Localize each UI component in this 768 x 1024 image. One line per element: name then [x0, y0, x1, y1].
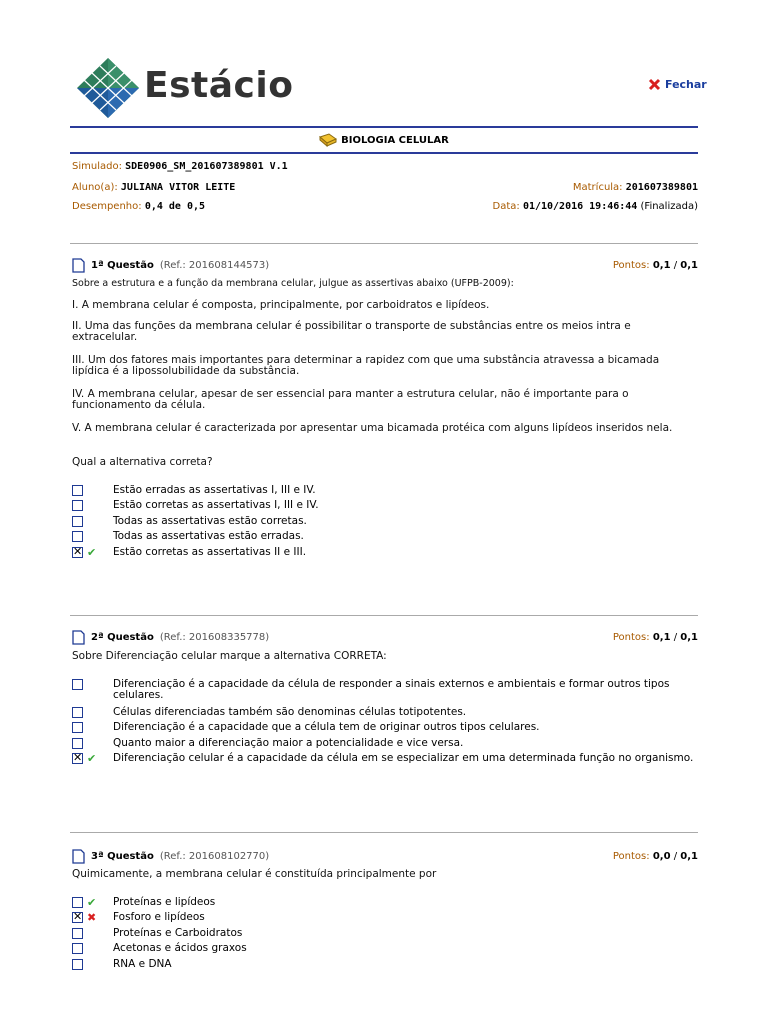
data-label: Data: [492, 201, 520, 212]
course-title: BIOLOGIA CELULAR [341, 134, 449, 146]
option-checkbox-checked[interactable] [72, 547, 83, 558]
question-text: III. Um dos fatores mais importantes para determinar a rapidez com que uma substância atravessa a bicamada lipídica é a lipossolubilidade da substância. [72, 354, 660, 377]
matricula-value: 201607389801 [625, 182, 698, 193]
option-checkbox[interactable] [72, 959, 83, 970]
option-text: Proteínas e lipídeos [113, 896, 216, 908]
correct-check-icon: ✔ [87, 546, 97, 559]
option-checkbox[interactable] [72, 679, 83, 690]
question-text: V. A membrana celular é caracterizada por apresentar uma bicamada protéica com alguns lipídeos inseridos nela. [72, 422, 673, 434]
option-checkbox-checked[interactable] [72, 912, 83, 923]
desempenho-label: Desempenho: [72, 201, 142, 212]
option-checkbox[interactable] [72, 531, 83, 542]
matricula-label: Matrícula: [572, 182, 623, 193]
logo-diamond-icon [76, 57, 140, 119]
desempenho-row [72, 201, 698, 212]
close-icon [648, 78, 661, 91]
question-3-header [72, 849, 698, 864]
answer-option[interactable] [72, 485, 698, 499]
option-text: Todas as assertativas estão erradas. [113, 530, 304, 542]
question-1-header [72, 258, 698, 273]
wrong-x-icon: ✖ [87, 911, 97, 924]
option-text: Fosforo e lipídeos [113, 911, 205, 923]
question-ref: (Ref.: 201608102770) [159, 851, 270, 862]
answer-option[interactable] [72, 897, 698, 911]
option-checkbox[interactable] [72, 707, 83, 718]
option-text: Diferenciação é a capacidade da célula de responder a sinais externos e ambientais e formar outros tipos celulares. [113, 678, 670, 701]
question-divider [70, 832, 698, 833]
question-title: 2ª Questão [91, 632, 154, 643]
data-value: 01/10/2016 19:46:44 [522, 201, 638, 212]
aluno-label: Aluno(a): [72, 182, 118, 193]
option-checkbox-checked[interactable] [72, 753, 83, 764]
answer-option[interactable] [72, 707, 698, 721]
answer-option[interactable] [72, 959, 698, 973]
points-label: Pontos: [612, 632, 650, 643]
correct-check-icon: ✔ [87, 896, 97, 909]
question-2-header [72, 630, 698, 645]
simulado-row [72, 161, 698, 172]
answer-option[interactable] [72, 928, 698, 942]
points-value: 0,1 [652, 632, 671, 643]
book-icon [319, 133, 337, 147]
question-title: 3ª Questão [91, 851, 154, 862]
answer-option[interactable] [72, 679, 698, 703]
answer-option[interactable] [72, 738, 698, 752]
option-checkbox[interactable] [72, 500, 83, 511]
option-text: Todas as assertativas estão corretas. [113, 515, 307, 527]
points-value: 0,0 [652, 851, 671, 862]
option-text: Células diferenciadas também são denominas células totipotentes. [113, 706, 467, 718]
option-checkbox[interactable] [72, 738, 83, 749]
option-text: Estão corretas as assertativas II e III. [113, 546, 307, 558]
question-divider [70, 615, 698, 616]
answer-option[interactable] [72, 943, 698, 957]
question-title: 1ª Questão [91, 260, 154, 271]
answer-option[interactable] [72, 912, 698, 926]
points-sep: / [673, 632, 678, 643]
points-max: 0,1 [680, 632, 698, 643]
option-text: Diferenciação é a capacidade que a célula tem de originar outros tipos celulares. [113, 721, 540, 733]
answer-option[interactable] [72, 500, 698, 514]
option-text: Acetonas e ácidos graxos [113, 942, 247, 954]
option-checkbox[interactable] [72, 516, 83, 527]
points-sep: / [673, 260, 678, 271]
simulado-value: SDE0906_SM_201607389801 V.1 [125, 161, 288, 172]
close-label: Fechar [665, 78, 707, 91]
simulado-label: Simulado: [72, 161, 122, 172]
question-ref: (Ref.: 201608335778) [159, 632, 270, 643]
points-max: 0,1 [680, 851, 698, 862]
option-text: Proteínas e Carboidratos [113, 927, 243, 939]
option-checkbox[interactable] [72, 722, 83, 733]
option-text: Estão corretas as assertativas I, III e IV. [113, 499, 319, 511]
header-divider-bottom [70, 152, 698, 154]
points-label: Pontos: [612, 851, 650, 862]
question-text: Sobre a estrutura e a função da membrana celular, julgue as assertivas abaixo (UFPB-2009): [72, 278, 514, 289]
desempenho-value: 0,4 de 0,5 [144, 201, 206, 212]
answer-option[interactable] [72, 531, 698, 545]
question-ref: (Ref.: 201608144573) [159, 260, 270, 271]
option-checkbox[interactable] [72, 897, 83, 908]
aluno-value: JULIANA VITOR LEITE [120, 182, 236, 193]
question-text: Qual a alternativa correta? [72, 456, 213, 468]
option-text: RNA e DNA [113, 958, 172, 970]
option-text: Estão erradas as assertativas I, III e IV. [113, 484, 316, 496]
points-sep: / [673, 851, 678, 862]
header-divider [70, 126, 698, 128]
option-text: Quanto maior a diferenciação maior a potencialidade e vice versa. [113, 737, 464, 749]
document-icon [72, 630, 85, 645]
option-checkbox[interactable] [72, 928, 83, 939]
correct-check-icon: ✔ [87, 752, 97, 765]
points-label: Pontos: [612, 260, 650, 271]
question-divider [70, 243, 698, 244]
question-text: I. A membrana celular é composta, principalmente, por carboidratos e lipídeos. [72, 299, 490, 311]
option-checkbox[interactable] [72, 485, 83, 496]
points-max: 0,1 [680, 260, 698, 271]
points-value: 0,1 [652, 260, 671, 271]
answer-option[interactable] [72, 547, 698, 561]
option-text: Diferenciação celular é a capacidade da célula em se especializar em uma determinada função no organismo. [113, 752, 694, 764]
answer-option[interactable] [72, 722, 698, 736]
course-title-bar [0, 133, 768, 147]
document-icon [72, 849, 85, 864]
answer-option[interactable] [72, 516, 698, 530]
option-checkbox[interactable] [72, 943, 83, 954]
estacio-logo [76, 57, 296, 119]
aluno-row [72, 182, 698, 193]
question-text: IV. A membrana celular, apesar de ser essencial para manter a estrutura celular, não é importante para o funcionamento da célula. [72, 388, 629, 411]
question-text: Quimicamente, a membrana celular é constituída principalmente por [72, 868, 437, 880]
brand-name: Estácio [144, 65, 294, 106]
question-text: II. Uma das funções da membrana celular é possibilitar o transporte de substâncias entre os meios intra e extracelular. [72, 320, 631, 343]
close-button[interactable] [648, 78, 707, 91]
document-icon [72, 258, 85, 273]
status-value: (Finalizada) [640, 201, 698, 212]
question-text: Sobre Diferenciação celular marque a alternativa CORRETA: [72, 650, 387, 662]
answer-option[interactable] [72, 753, 698, 777]
